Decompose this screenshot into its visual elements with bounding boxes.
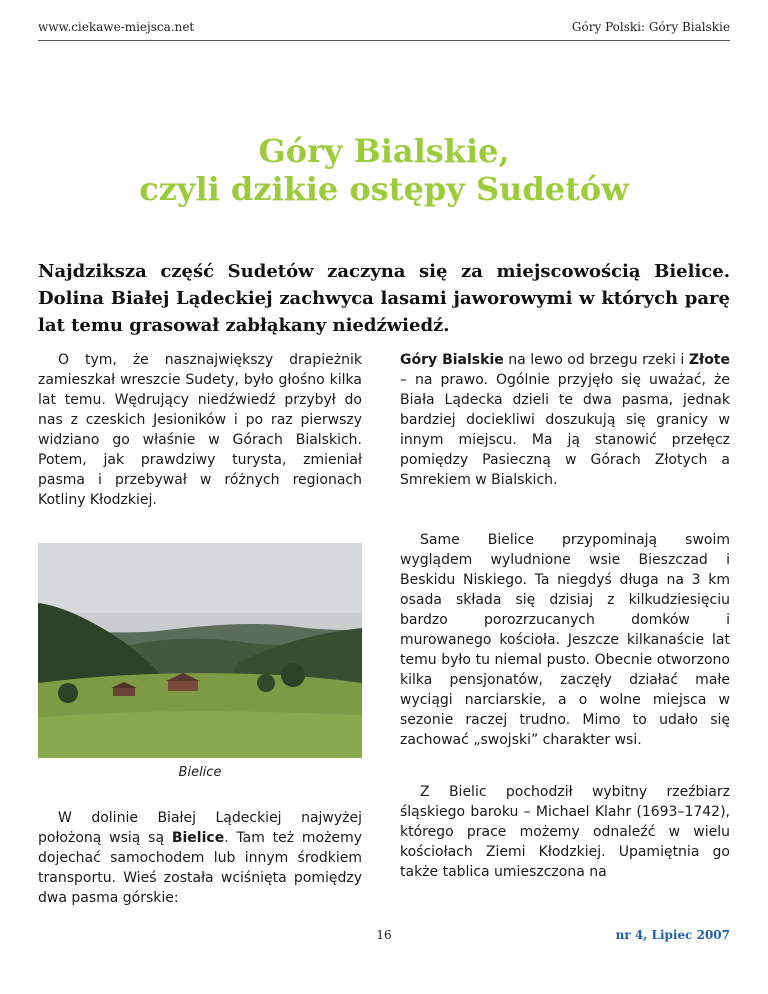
paragraph: Z Bielic pochodził wybitny rzeźbiarz śląskiego baroku – Michael Klahr (1693–1742), którego prace możemy odnaleźć w wielu kościołach Ziemi Kłodzkiej. Upamiętnia go także tablica umieszczona na xyxy=(400,784,730,880)
title-line-2: czyli dzikie ostępy Sudetów xyxy=(139,170,629,208)
paragraph: O tym, że nasznajwiększy drapieżnik zamieszkał wreszcie Sudety, było głośno kilka lat temu. Wędrujący niedźwiedź przybył do nas z czeskich Jesioników i po raz pierwszy widziano go właśnie w Górach Bialskich. Potem, jak prawdziwy turysta, zmieniał pasma i przebywał w różnych regionach Kotliny Kłodzkiej. xyxy=(38,352,362,508)
text-run: W dolinie Białej Lądeckiej najwyżej położoną wsią są xyxy=(38,810,362,846)
page-number: 16 xyxy=(376,928,392,942)
text-run: . Tam też możemy dojechać samochodem lub innym środkiem transportu. Wieś została wciśnięta pomiędzy dwa pasma górskie: xyxy=(38,830,362,906)
header-rule xyxy=(38,40,730,41)
paragraph: Same Bielice przypominają swoim wyglądem wyludnione wsie Bieszczad i Beskidu Niskiego. Ta niegdyś długa na 3 km osada składa się dzisiaj z kilkudziesięciu bardzo porozrzucanych domków i murowanego kościoła. Jeszcze kilkanaście lat temu było tu niemal pusto. Obecnie otworzono kilka pensjonatów, zaczęły działać małe wyciągi narciarskie, a o wolne miejsca w sezonie raczej trudno. Mimo to udało się zachować „swojski” charakter wsi. xyxy=(400,532,730,748)
left-column-top xyxy=(38,350,362,510)
place-name-bielice: Bielice xyxy=(171,830,225,846)
right-column-bottom xyxy=(400,782,730,882)
paragraph xyxy=(38,808,362,908)
paragraph xyxy=(400,350,730,490)
section-title: Góry Polski: Góry Bialskie xyxy=(571,20,730,34)
right-column-top xyxy=(400,350,730,490)
term-zlote: Złote xyxy=(688,352,730,368)
text-run: – na prawo. Ogólnie przyjęło się uważać, że Biała Lądecka dzieli te dwa pasma, jednak bardziej dociekliwi doszukują się granicy w innym miejscu. Ma ją stanowić przełęcz pomiędzy Pasieczną w Górach Złotych a Smrekiem w Bialskich. xyxy=(400,372,730,488)
article-title xyxy=(0,132,768,208)
site-url: www.ciekawe-miejsca.net xyxy=(38,20,195,34)
title-line-1: Góry Bialskie, xyxy=(258,132,510,170)
text-run: na lewo od brzegu rzeki i xyxy=(503,352,689,368)
bielice-photo xyxy=(38,543,362,758)
right-column-middle xyxy=(400,530,730,750)
lead-paragraph: Najdziksza część Sudetów zaczyna się za miejscowością Bielice. Dolina Białej Lądeckiej zachwyca lasami jaworowymi w których parę lat temu grasował zabłąkany niedźwiedź. xyxy=(38,261,730,336)
left-column-bottom xyxy=(38,808,362,908)
term-gory-bialskie: Góry Bialskie xyxy=(400,352,504,368)
issue-label: nr 4, Lipiec 2007 xyxy=(615,928,730,942)
photo-caption: Bielice xyxy=(178,765,222,780)
